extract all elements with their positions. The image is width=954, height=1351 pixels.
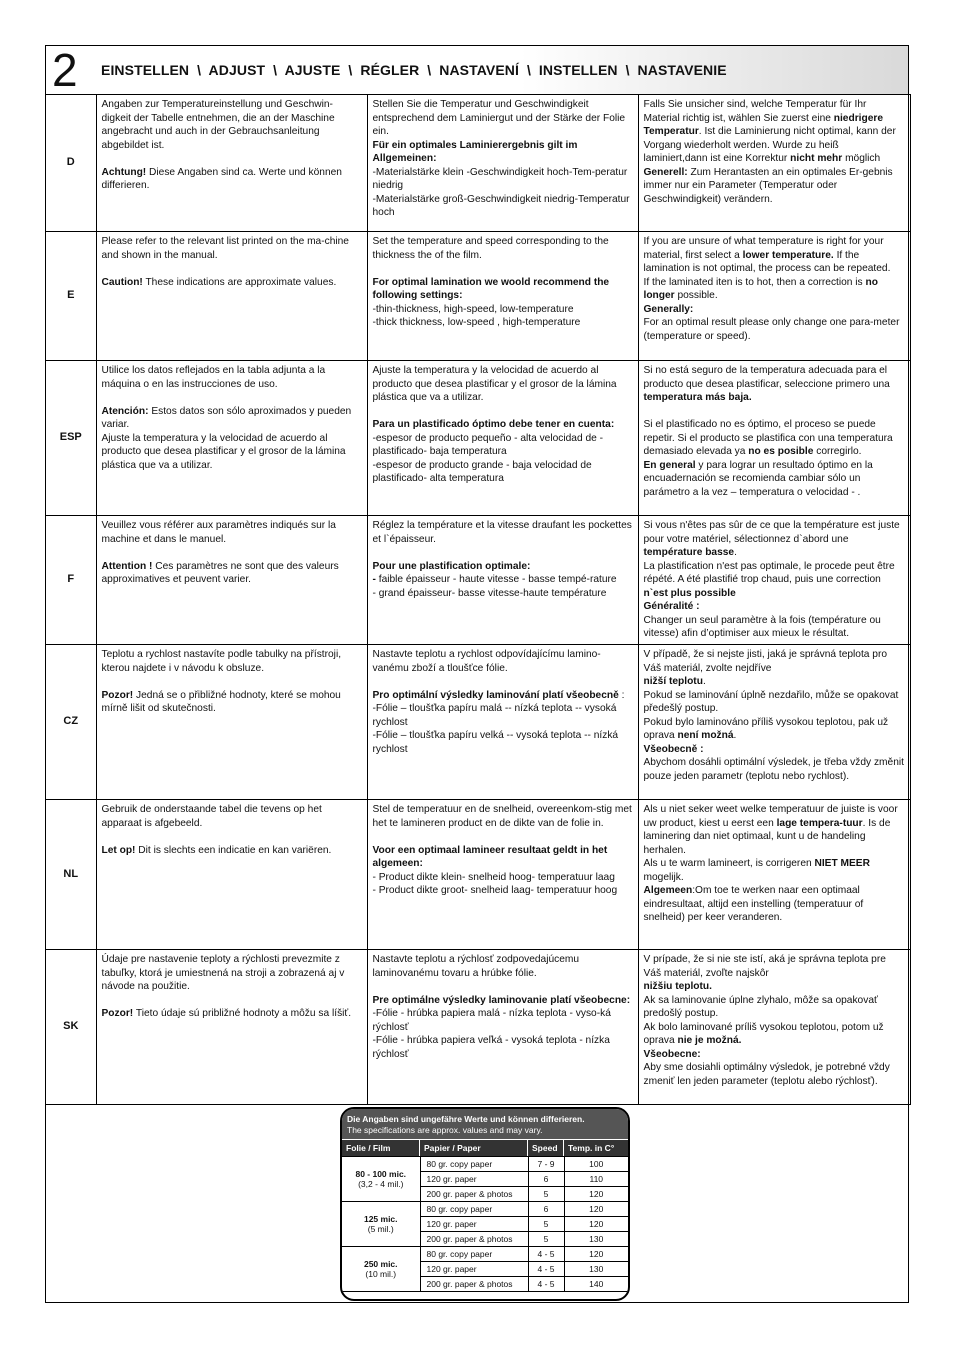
paragraph [102,953,362,994]
paragraph [102,803,362,830]
paragraph [102,364,362,391]
paragraph [644,1021,905,1048]
instruction-col2 [367,800,638,950]
text-run: La plastification n'est pas optimale, le procede peut être répété. A été plastifié trop chaud, puis une correction [643,560,895,585]
paper-type: 200 gr. paper & photos [420,1187,528,1202]
paragraph [373,1034,633,1061]
text-run: possible. [674,290,718,301]
paragraph-gap [644,405,905,419]
paragraph-gap [102,546,362,560]
paragraph [644,857,905,884]
paragraph-gap [373,262,633,276]
text-run: Zum Herantasten an ein optimales Er-gebnis immer nur ein Parameter (Temperatur oder Geschwindigkeit) verändern. [643,166,893,205]
paragraph [373,193,633,220]
paragraph-gap [102,994,362,1008]
text-run: . [702,676,706,687]
text-run: Ak bolo laminované príliš vysokou teplotou, potom už oprava [643,1021,884,1046]
paragraph [373,459,633,486]
paragraph [373,702,633,729]
film-mic: 80 - 100 mic. [355,1169,407,1179]
speed-value: 6 [528,1172,564,1187]
text-run: Diese Angaben sind ca. Werte und können differieren. [101,166,342,191]
language-code: D [46,95,96,232]
text-run: V případě, že si nejste jisti, jaká je správná teplota pro Váš materiál, zvolte nejdříve [643,649,888,674]
paragraph [644,276,905,303]
temp-value: 140 [564,1277,628,1292]
bold-run: Generally: [643,303,694,315]
bold-run: Atención: [101,405,149,417]
paragraph [102,560,362,587]
paragraph [644,716,905,743]
paragraph [644,803,905,857]
instruction-col2 [367,645,638,800]
instructions-table [46,94,911,1105]
text-run: -Fólie – tloušťka papíru velká -- vysoká teplota -- nízká rychlost [372,730,619,755]
text-run: These indications are approximate values. [142,276,337,288]
text-run: Pokud se laminování úplně nezdařilo, může se opakovat předešlý postup. [643,689,899,714]
text-run: -Fólie - hrúbka papiera malá - nízka teplota - vyso-ká rýchlosť [372,1008,611,1033]
text-run: . Ist die Laminierung nicht optimal, kann der Vorgang wiederholt werden. Wurde zu heiß laminiert,dann ist eine Korrektur [643,126,896,164]
text-run: Changer un seul paramètre à la fois (température ou vitesse) afin d’optimiser aux mieux le résultat. [643,614,881,639]
instruction-col2 [367,516,638,645]
text-run: Ak sa laminovanie úplne zlyhalo, môže sa opakovať predošlý postup. [643,994,878,1019]
paragraph [644,884,905,925]
bold-run: nižší teplotu [643,676,703,687]
paragraph [102,405,362,432]
paragraph [102,1007,362,1021]
paragraph [373,803,633,830]
bold-run: For optimal lamination we woold recommend the following settings: [372,276,610,301]
paragraph-gap [373,980,633,994]
paragraph [373,432,633,459]
instruction-col3 [638,232,910,361]
paragraph [373,953,633,980]
paper-type: 80 gr. copy paper [420,1157,528,1172]
text-run: -espesor de producto grande - baja velocidad de plastificado- alta temperatura [372,459,592,484]
bold-run: Caution! [101,276,143,288]
language-code: F [46,516,96,645]
paragraph [373,139,633,166]
instruction-col2 [367,95,638,232]
lang-row [46,361,910,516]
bold-run: Všeobecne: [643,1048,701,1060]
paragraph [644,648,905,675]
paragraph [373,303,633,317]
paragraph [644,980,905,994]
speed-value: 7 - 9 [528,1157,564,1172]
paragraph-gap [373,546,633,560]
text-run: If the lamination is not optimal, the process can be repeated. [643,249,891,274]
text-run: faible épaisseur - haute vitesse - basse tempé-rature [375,574,617,585]
paragraph [102,235,362,262]
text-run: V prípade, že si nie ste istí, aká je správna teplota pre Váš materiál, zvoľte najskôr [643,954,886,979]
text-run: Nastavte teplotu a rychlost odpovídajícímu lamino-vanému zboží a tloušťce fólie. [372,649,601,674]
language-code: ESP [46,361,96,516]
speed-value: 4 - 5 [528,1247,564,1262]
bold-run: NIET MEER [814,858,870,869]
instruction-col1 [96,645,367,800]
bold-run: Všeobecně : [643,743,704,755]
paragraph-gap [373,830,633,844]
bold-run: Achtung! [101,166,147,178]
paragraph [102,98,362,152]
text-run: Falls Sie unsicher sind, welche Temperatur für Ihr Material richtig ist, wählen Sie zuerst eine [643,99,867,124]
text-run: Ajuste la temperatura y la velocidad de acuerdo al producto que desea plastificar y el grosor de la lámina plástica que va a utilizar. [101,432,346,471]
paragraph-gap [373,405,633,419]
text-run: :Om toe te werken naar een optimaal eindresultaat, altijd een instelling (temperatuur of snelheid) per keer veranderen. [643,885,864,923]
text-run: Ces paramètres ne sont que des valeurs approximatives et peuvent varier. [101,560,339,585]
speed-value: 6 [528,1202,564,1217]
page-frame [45,45,909,1303]
text-run: Teplotu a rychlost nastavíte podle tabulky na přístroji, kterou najdete i v návodu k obsluze. [101,649,342,674]
paragraph [373,98,633,139]
paragraph [373,844,633,871]
instruction-col1 [96,516,367,645]
text-run: . Is de laminering dan niet optimaal, kunt u de handeling herhalen. [643,817,891,856]
paragraph [644,756,905,783]
text-run: möglich [842,153,881,164]
paragraph [373,729,633,756]
bold-run: není možná [677,730,734,741]
text-run: -Materialstärke groß-Geschwindigkeit niedrig-Temperatur hoch [372,193,630,218]
instruction-col2 [367,361,638,516]
text-run: Réglez la température et la vitesse draufant les pockettes et l`épaisseur. [372,520,632,545]
paper-type: 200 gr. paper & photos [420,1277,528,1292]
instruction-col3 [638,516,910,645]
text-run: - Product dikte klein- snelheid hoog- temperatuur laag [372,871,615,883]
text-run: Set the temperature and speed corresponding to the thickness the of the film. [372,236,609,261]
paragraph [644,600,905,614]
paragraph [373,587,633,601]
text-run: If the laminated iten is to hot, then a correction is [643,276,866,288]
paragraph [373,871,633,885]
temp-value: 120 [564,1247,628,1262]
bold-run: nie je možná. [677,1035,742,1046]
text-run: Utilice los datos reflejados en la tabla adjunta a la máquina o en las instrucciones de uso. [101,365,326,390]
text-run: Als u niet seker weet welke temperatuur de juiste is voor uw product, kiest u eerst een [643,804,898,829]
paragraph [102,648,362,675]
paragraph [373,689,633,703]
col-header-film: Folie / Film [342,1140,420,1156]
spec-values-table [342,1156,628,1292]
film-mic: 125 mic. [363,1214,398,1224]
lang-row [46,232,910,361]
col-header-speed: Speed [528,1140,564,1156]
paragraph [644,560,905,601]
paragraph [373,884,633,898]
spec-row [342,1202,628,1217]
text-run: Gebruik de onderstaande tabel die tevens op het apparaat is afgebeeld. [101,804,322,829]
paragraph [373,648,633,675]
text-run: -Fólie - hrúbka papiera veľká - vysoká teplota - nízka rýchlosť [372,1035,610,1060]
lang-row [46,516,910,645]
language-code: SK [46,950,96,1105]
text-run: Estos datos son sólo aproximados y pueden variar. [101,405,352,430]
paper-type: 120 gr. paper [420,1172,528,1187]
text-run: mogelijk. [643,871,684,883]
section-title: EINSTELLEN \ ADJUST \ AJUSTE \ RÉGLER \ NASTAVENÍ \ INSTELLEN \ NASTAVENIE [101,62,727,78]
bold-run: Let op! [101,844,136,856]
instruction-col1 [96,232,367,361]
text-run: corregirlo. [813,446,862,457]
text-run: Dit is slechts een indicatie en kan variëren. [135,844,332,856]
text-run: Veuillez vous référer aux paramètres indiqués sur la machine et dans le manuel. [101,520,336,545]
paragraph [644,235,905,276]
paragraph [373,994,633,1008]
bold-run: - [372,574,376,585]
film-mil: (3,2 - 4 mil.) [358,1179,404,1189]
paragraph [644,98,905,166]
paragraph [373,573,633,587]
text-run: Jedná se o přibližné hodnoty, které se mohou mírně lišit od skutečnosti. [101,689,341,714]
instruction-col3 [638,950,910,1105]
language-code: NL [46,800,96,950]
bold-run: Pre optimálne výsledky laminovanie platí všeobecne: [372,994,631,1006]
film-thickness [342,1247,420,1292]
spec-table-box [340,1107,630,1301]
instruction-col2 [367,950,638,1105]
text-run: -thin-thickness, high-speed, low-temperature [372,303,574,315]
bold-run: Generell: [643,166,688,178]
spec-area [46,1104,908,1303]
film-mil: (10 mil.) [365,1269,397,1279]
bold-run: nicht mehr [790,153,843,164]
spec-column-headers [342,1139,628,1156]
text-run: If you are unsure of what temperature is right for your material, first select a [643,236,884,261]
instruction-col3 [638,800,910,950]
text-run: Údaje pre nastavenie teploty a rýchlosti prevezmite z tabuľky, ktorá je umiestnená na stroji a zobrazená aj v návode na použitie. [101,954,345,992]
text-run: -Materialstärke klein -Geschwindigkeit hoch-Tem-peratur niedrig [372,166,628,191]
paragraph [373,418,633,432]
lang-row [46,950,910,1105]
film-mic: 250 mic. [363,1259,398,1269]
instruction-col1 [96,95,367,232]
paragraph-gap [102,830,362,844]
paragraph [644,364,905,405]
lang-row [46,800,910,950]
bold-run: Attention ! [101,560,153,572]
paragraph [102,689,362,716]
temp-value: 120 [564,1217,628,1232]
paragraph-gap [373,675,633,689]
bold-run: Généralité : [643,601,700,612]
text-run: -espesor de producto pequeño - alta velocidad de -plastificado- baja temperatura [372,432,604,457]
paragraph [373,166,633,193]
paragraph [644,994,905,1021]
speed-value: 4 - 5 [528,1277,564,1292]
text-run: Tieto údaje sú približné hodnoty a môžu sa líšiť. [133,1008,352,1019]
language-code: E [46,232,96,361]
text-run: Ajuste la temperatura y la velocidad de acuerdo al producto que desea plastificar y el grosor de la lámina plástica que va a utilizar. [372,365,617,403]
bold-run: Pro optimální výsledky laminování platí všeobecně [372,689,619,701]
bold-run: Für ein optimales Laminierergebnis gilt im Allgemeinen: [372,139,578,164]
spec-note-text: The specifications are approx. values and may vary. [347,1125,543,1135]
temp-value: 130 [564,1262,628,1277]
paragraph-gap [102,262,362,276]
paragraph [644,459,905,500]
bold-run: lower temperature. [742,249,834,261]
text-run: y para lograr un resultado óptimo en la encuadernación se recomienda cambiar sólo un parámetro a la vez – temperatura o velocidad - . [643,459,873,498]
temp-value: 100 [564,1157,628,1172]
bold-run: nižšiu teplotu. [643,981,712,992]
paragraph [373,560,633,574]
instruction-col1 [96,800,367,950]
text-run: : [618,689,625,701]
temp-value: 130 [564,1232,628,1247]
text-run: Angaben zur Temperatureinstellung und Geschwin-digkeit der Tabelle entnehmen, die an der Maschine angebracht und auch in der Gebrauchsanleitung abgebildet ist. [101,99,335,151]
text-run: Si no está seguro de la temperatura adecuada para el producto que desea plastificar, seleccione primero una [643,365,890,390]
paragraph [644,166,905,207]
paragraph [102,519,362,546]
speed-value: 5 [528,1217,564,1232]
paragraph [373,276,633,303]
bold-run: lage tempera-tuur [776,817,863,829]
paragraph [373,364,633,405]
paragraph-gap [102,152,362,166]
paragraph [644,689,905,716]
bold-run: n`est plus possible [643,587,736,599]
film-thickness [342,1202,420,1247]
paper-type: 120 gr. paper [420,1217,528,1232]
paragraph [644,1048,905,1062]
text-run: Si vous n'êtes pas sûr de ce que la température est juste pour votre matériel, sélectionnez d`abord une [643,520,900,545]
paragraph [644,316,905,343]
text-run: Abychom dosáhli optimální výsledek, je třeba vždy změnit pouze jeden parametr (teplotu nebo rychlost). [643,757,904,782]
bold-run: Voor een optimaal lamineer resultaat geldt in het algemeen: [372,844,608,869]
text-run: . [733,730,737,741]
speed-value: 5 [528,1232,564,1247]
speed-value: 5 [528,1187,564,1202]
paragraph [373,519,633,546]
paper-type: 80 gr. copy paper [420,1247,528,1262]
paragraph [644,614,905,641]
bold-run: Para un plastificado óptimo debe tener en cuenta: [372,419,615,430]
temp-value: 110 [564,1172,628,1187]
col-header-paper: Papier / Paper [420,1140,528,1156]
instruction-col3 [638,361,910,516]
bold-run: Pozor! [101,689,134,701]
paragraph [644,519,905,560]
instruction-col3 [638,95,910,232]
spec-note [342,1109,628,1139]
film-mil: (5 mil.) [367,1224,394,1234]
paragraph-gap [102,391,362,405]
paragraph [644,743,905,757]
paragraph [102,276,362,290]
text-run: Stellen Sie die Temperatur und Geschwindigkeit entsprechend dem Laminiergut und der Stärke der Folie ein. [372,99,626,137]
spec-row [342,1247,628,1262]
paragraph [102,166,362,193]
bold-run: Pozor! [101,1008,134,1019]
text-run: . [734,547,737,558]
film-thickness [342,1157,420,1202]
paragraph [644,418,905,459]
paragraph [644,675,905,689]
text-run: Nastavte teplotu a rýchlosť zodpovedajúcemu laminovanému tovaru a hrúbke fólie. [372,954,580,979]
paper-type: 200 gr. paper & photos [420,1232,528,1247]
bold-run: niedrigere Temperatur [643,112,884,137]
paragraph [102,844,362,858]
speed-value: 4 - 5 [528,1262,564,1277]
text-run: Si el plastificado no es óptimo, el proceso se puede repetir. Si el producto se plastifica con una temperatura demasiado elevada ya [643,419,893,457]
text-run: Als u te warm lamineert, is corrigeren [643,858,815,869]
lang-row [46,645,910,800]
bold-run: En general [643,459,696,471]
paragraph [102,432,362,473]
bold-run: Pour une plastification optimale: [372,560,531,572]
bold-run: temperatura más baja. [643,392,752,403]
text-run: Pokud bylo laminováno příliš vysokou teplotou, pak už oprava [643,716,889,741]
paragraph [644,953,905,980]
section-number: 2 [52,44,78,96]
paragraph [644,303,905,317]
text-run: - grand épaisseur- basse vitesse-haute température [372,587,607,599]
temp-value: 120 [564,1202,628,1217]
paragraph [373,1007,633,1034]
bold-run: no longer [643,276,878,301]
text-run: -thick thickness, low-speed , high-temperature [372,317,581,328]
instruction-col1 [96,361,367,516]
lang-row [46,95,910,232]
spec-row [342,1157,628,1172]
paper-type: 80 gr. copy paper [420,1202,528,1217]
language-code: CZ [46,645,96,800]
bold-run: Algemeen [643,885,693,896]
instruction-col1 [96,950,367,1105]
instruction-col3 [638,645,910,800]
bold-run: no es posible [748,446,814,457]
text-run: - Product dikte groot- snelheid laag- temperatuur hoog [372,885,618,896]
temp-value: 120 [564,1187,628,1202]
paragraph [373,316,633,330]
paragraph [644,1061,905,1088]
section-header [46,46,908,95]
instruction-col2 [367,232,638,361]
paragraph-gap [102,675,362,689]
paragraph [373,235,633,262]
text-run: -Fólie – tloušťka papíru malá -- nízká teplota -- vysoká rychlost [372,703,617,728]
spec-note-bold: Die Angaben sind ungefähre Werte und können differieren. [347,1114,585,1124]
text-run: For an optimal result please only change one para-meter (temperature or speed). [643,317,900,342]
bold-run: température basse [643,547,735,558]
col-header-temp: Temp. in C° [568,1143,615,1153]
paper-type: 120 gr. paper [420,1262,528,1277]
text-run: Aby sme dosiahli optimálny výsledok, je potrebné vždy zmeniť len jeden parameter (teplotu alebo rýchlosť). [643,1062,890,1087]
text-run: Stel de temperatuur en de snelheid, overeenkom-stig met het te lamineren product en de dikte van de folie in. [372,804,632,829]
text-run: Please refer to the relevant list printed on the ma-chine and shown in the manual. [101,236,349,261]
